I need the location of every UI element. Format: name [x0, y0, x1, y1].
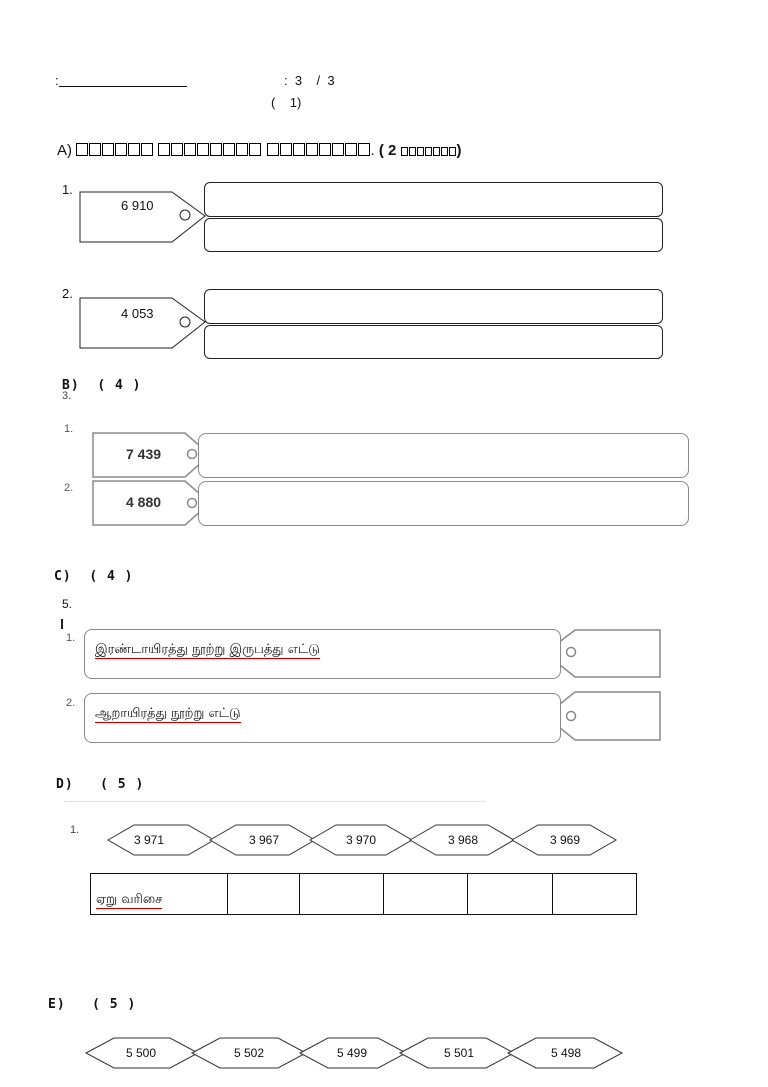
- section-d-title: D): [56, 777, 74, 792]
- question-a1-number: 1.: [62, 182, 73, 197]
- section-b-title: B): [62, 378, 80, 393]
- words-c1: இரண்டாயிரத்து நூற்று இருபத்து எட்டு: [95, 642, 320, 657]
- tag-c1: [545, 630, 660, 677]
- section-e-heading: [48, 997, 136, 1012]
- words-box-c2: [84, 693, 561, 743]
- question-c2-number: 2.: [66, 697, 76, 709]
- answer-box-a2-numeral[interactable]: [204, 289, 663, 324]
- section-d-marks: ( 5 ): [100, 777, 145, 792]
- tag-b1-value: 7 439: [126, 446, 162, 462]
- question-a2-number: 2.: [62, 286, 73, 301]
- unit-label: ( 1): [271, 95, 302, 110]
- star-d2-value: 3 967: [249, 833, 280, 847]
- order-table-right-edge: [636, 873, 637, 915]
- section-d-heading: [56, 777, 144, 792]
- tag-c2: [545, 692, 660, 740]
- star-e4-value: 5 501: [444, 1046, 475, 1060]
- tag-a2-value: 4 053: [121, 306, 154, 321]
- section-e-marks: ( 5 ): [92, 997, 137, 1012]
- section-a-close: ): [456, 142, 462, 159]
- star-d5-value: 3 969: [550, 833, 581, 847]
- name-prefix: :: [55, 73, 59, 88]
- answer-box-b1[interactable]: [198, 433, 689, 478]
- question-b2-number: 2.: [64, 482, 74, 494]
- question-b1-number: 1.: [64, 423, 74, 435]
- star-e3-value: 5 499: [337, 1046, 368, 1060]
- question-d-number: 1.: [70, 824, 80, 836]
- tag-a1-value: 6 910: [121, 198, 154, 213]
- order-label: ஏறு வரிசை: [96, 892, 163, 907]
- answer-box-a1-words[interactable]: [204, 218, 663, 252]
- dotted-divider: [64, 801, 484, 802]
- answer-box-b2[interactable]: [198, 481, 689, 526]
- words-c2: ஆறாயிரத்து நூற்று எட்டு: [95, 706, 241, 721]
- section-b-heading: [62, 378, 141, 393]
- answer-box-a1-numeral[interactable]: [204, 182, 663, 217]
- section-c-heading: [54, 569, 133, 584]
- order-cell-4[interactable]: [467, 873, 468, 915]
- section-e-title: E): [48, 997, 66, 1012]
- order-cell-5[interactable]: [552, 873, 553, 915]
- star-d4-value: 3 968: [448, 833, 479, 847]
- order-cell-2[interactable]: [299, 873, 300, 915]
- star-e1-value: 5 500: [126, 1046, 157, 1060]
- section-a-marks: ( 2: [378, 142, 397, 159]
- order-table-top: [90, 873, 637, 874]
- section-b-marks: ( 4 ): [97, 378, 142, 393]
- tag-b2-value: 4 880: [126, 494, 162, 510]
- stray-mark: [61, 619, 63, 629]
- stray-number: 3.: [62, 390, 72, 402]
- garbled-text: .: [76, 142, 375, 159]
- order-cell-3[interactable]: [383, 873, 384, 915]
- star-e5-value: 5 498: [551, 1046, 582, 1060]
- stray-number-5: 5.: [62, 597, 73, 611]
- section-c-marks: ( 4 ): [89, 569, 134, 584]
- section-a-letter: A): [57, 142, 72, 159]
- star-d3-value: 3 970: [346, 833, 377, 847]
- order-table-bottom: [90, 914, 637, 915]
- star-d1-value: 3 971: [134, 833, 165, 847]
- class-label: : 3 / 3: [284, 73, 335, 88]
- question-c1-number: 1.: [66, 632, 76, 644]
- order-table-label-cell: [90, 873, 91, 915]
- star-e2-value: 5 502: [234, 1046, 265, 1060]
- order-cell-1[interactable]: [227, 873, 228, 915]
- words-box-c1: [84, 629, 561, 679]
- section-c-title: C): [54, 569, 72, 584]
- answer-box-a2-words[interactable]: [204, 325, 663, 359]
